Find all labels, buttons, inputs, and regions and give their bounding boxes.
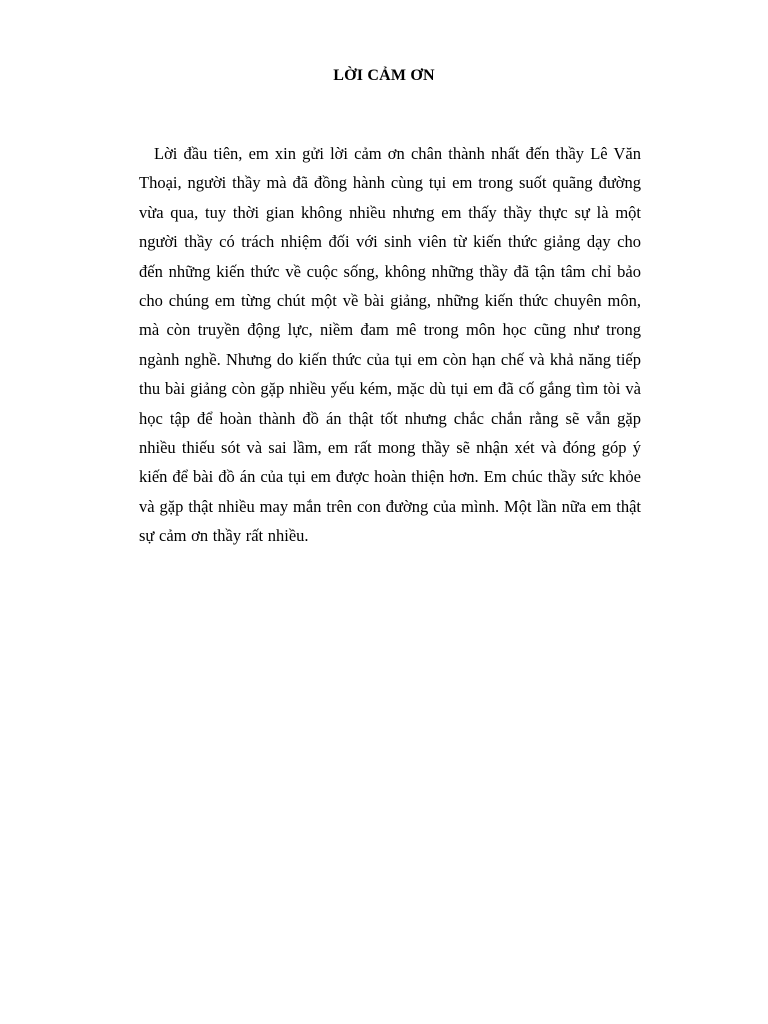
page-title: LỜI CẢM ƠN <box>333 67 435 84</box>
acknowledgement-paragraph: Lời đầu tiên, em xin gửi lời cảm ơn chân thành nhất đến thầy Lê Văn Thoại, người thầy mà đã đồng hành cùng tụi em trong suốt quãng đường vừa qua, tuy thời gian không nhiều nhưng em thấy thầy thực sự là một người thầy có trách nhiệm đối với sinh viên từ kiến thức giảng dạy cho đến những kiến thức về cuộc sống, không những thầy đã tận tâm chỉ bảo cho chúng em từng chút một về bài giảng, những kiến thức chuyên môn, mà còn truyền động lực, niềm đam mê trong môn học cũng như trong ngành nghề. Nhưng do kiến thức của tụi em còn hạn chế và khả năng tiếp thu bài giảng còn gặp nhiều yếu kém, mặc dù tụi em đã cố gắng tìm tòi và học tập để hoàn thành đồ án thật tốt nhưng chắc chắn rằng sẽ vẫn gặp nhiều thiếu sót và sai lầm, em rất mong thầy sẽ nhận xét và đóng góp ý kiến để bài đồ án của tụi em được hoàn thiện hơn. Em chúc thầy sức khỏe và gặp thật nhiều may mắn trên con đường của mình. Một lần nữa em thật sự cảm ơn thầy rất nhiều. <box>139 144 641 546</box>
